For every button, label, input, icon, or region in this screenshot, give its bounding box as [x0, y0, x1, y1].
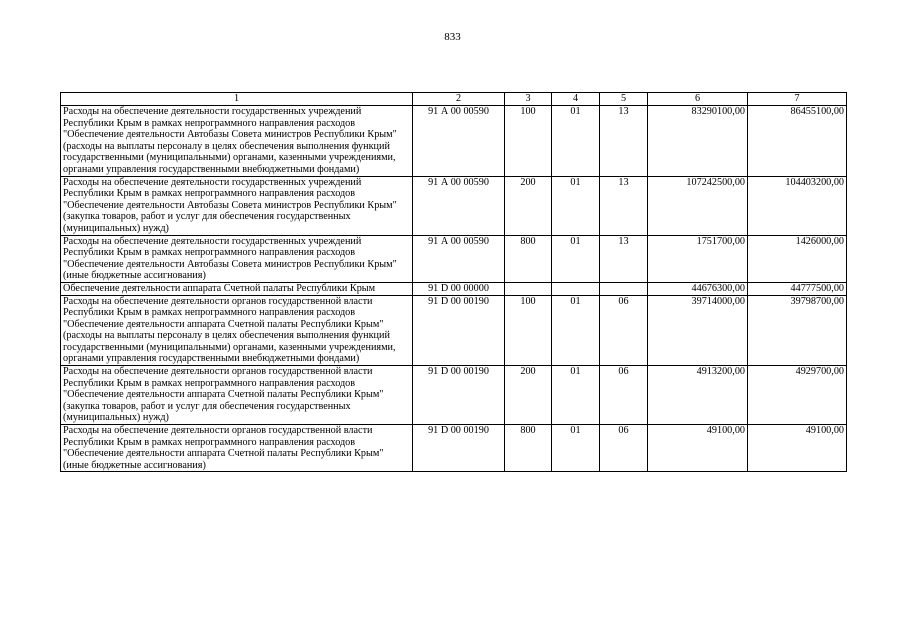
table-row [61, 176, 847, 235]
row-type: 200 [505, 176, 552, 235]
row-type: 800 [505, 235, 552, 282]
row-section: 01 [552, 366, 600, 425]
row-amount-2: 1426000,00 [748, 235, 847, 282]
row-amount-1: 44676300,00 [648, 282, 748, 295]
page-number: 833 [444, 31, 461, 43]
row-type: 100 [505, 106, 552, 177]
row-code: 91 D 00 00190 [413, 295, 505, 366]
row-amount-1: 4913200,00 [648, 366, 748, 425]
row-amount-2: 49100,00 [748, 425, 847, 472]
row-code: 91 А 00 00590 [413, 176, 505, 235]
row-section: 01 [552, 106, 600, 177]
row-section [552, 282, 600, 295]
row-description: Расходы на обеспечение деятельности государственных учреждений Республики Крым в рамках непрограммного направления расходов "Обеспечение деятельности Автобазы Совета министров Республики Крым" (закупка товаров, работ и услуг для обеспечения государственных (муниципальных) нужд) [61, 176, 413, 235]
header-row [61, 93, 847, 106]
row-amount-2: 39798700,00 [748, 295, 847, 366]
row-code: 91 А 00 00590 [413, 235, 505, 282]
table-row [61, 425, 847, 472]
row-section: 01 [552, 295, 600, 366]
row-description: Расходы на обеспечение деятельности органов государственной власти Республики Крым в рамках непрограммного направления расходов "Обеспечение деятельности аппарата Счетной палаты Республики Крым" (закупка товаров, работ и услуг для обеспечения государственных (муниципальных) нужд) [61, 366, 413, 425]
row-subsection: 13 [600, 235, 648, 282]
row-description: Обеспечение деятельности аппарата Счетной палаты Республики Крым [61, 282, 413, 295]
row-amount-1: 49100,00 [648, 425, 748, 472]
table-row [61, 235, 847, 282]
row-amount-1: 107242500,00 [648, 176, 748, 235]
row-subsection [600, 282, 648, 295]
column-header-6: 6 [648, 93, 748, 106]
row-amount-2: 4929700,00 [748, 366, 847, 425]
row-description: Расходы на обеспечение деятельности государственных учреждений Республики Крым в рамках непрограммного направления расходов "Обеспечение деятельности Автобазы Совета министров Республики Крым" (расходы на выплаты персоналу в целях обеспечения выполнения функций государственными (муниципальными) органами, казенными учреждениями, органами управления государственными внебюджетными фондами) [61, 106, 413, 177]
column-header-4: 4 [552, 93, 600, 106]
row-code: 91 А 00 00590 [413, 106, 505, 177]
budget-table [60, 92, 847, 472]
column-header-5: 5 [600, 93, 648, 106]
column-header-1: 1 [61, 93, 413, 106]
table-row [61, 106, 847, 177]
row-type: 800 [505, 425, 552, 472]
row-section: 01 [552, 235, 600, 282]
row-amount-2: 86455100,00 [748, 106, 847, 177]
row-description: Расходы на обеспечение деятельности органов государственной власти Республики Крым в рамках непрограммного направления расходов "Обеспечение деятельности аппарата Счетной палаты Республики Крым" (иные бюджетные ассигнования) [61, 425, 413, 472]
row-amount-2: 104403200,00 [748, 176, 847, 235]
row-amount-1: 39714000,00 [648, 295, 748, 366]
row-subsection: 06 [600, 366, 648, 425]
row-description: Расходы на обеспечение деятельности органов государственной власти Республики Крым в рамках непрограммного направления расходов "Обеспечение деятельности аппарата Счетной палаты Республики Крым" (расходы на выплаты персоналу в целях обеспечения выполнения функций государственными (муниципальными) органами, казенными учреждениями, органами управления государственными внебюджетными фондами) [61, 295, 413, 366]
table-row [61, 366, 847, 425]
column-header-3: 3 [505, 93, 552, 106]
table-row [61, 282, 847, 295]
table-row [61, 295, 847, 366]
column-header-2: 2 [413, 93, 505, 106]
row-section: 01 [552, 425, 600, 472]
row-type: 200 [505, 366, 552, 425]
column-header-7: 7 [748, 93, 847, 106]
row-description: Расходы на обеспечение деятельности государственных учреждений Республики Крым в рамках непрограммного направления расходов "Обеспечение деятельности Автобазы Совета министров Республики Крым" (иные бюджетные ассигнования) [61, 235, 413, 282]
row-code: 91 D 00 00190 [413, 425, 505, 472]
row-type [505, 282, 552, 295]
row-amount-2: 44777500,00 [748, 282, 847, 295]
row-code: 91 D 00 00190 [413, 366, 505, 425]
row-section: 01 [552, 176, 600, 235]
row-subsection: 13 [600, 106, 648, 177]
row-subsection: 13 [600, 176, 648, 235]
row-subsection: 06 [600, 295, 648, 366]
row-code: 91 D 00 00000 [413, 282, 505, 295]
row-amount-1: 1751700,00 [648, 235, 748, 282]
row-amount-1: 83290100,00 [648, 106, 748, 177]
row-type: 100 [505, 295, 552, 366]
row-subsection: 06 [600, 425, 648, 472]
